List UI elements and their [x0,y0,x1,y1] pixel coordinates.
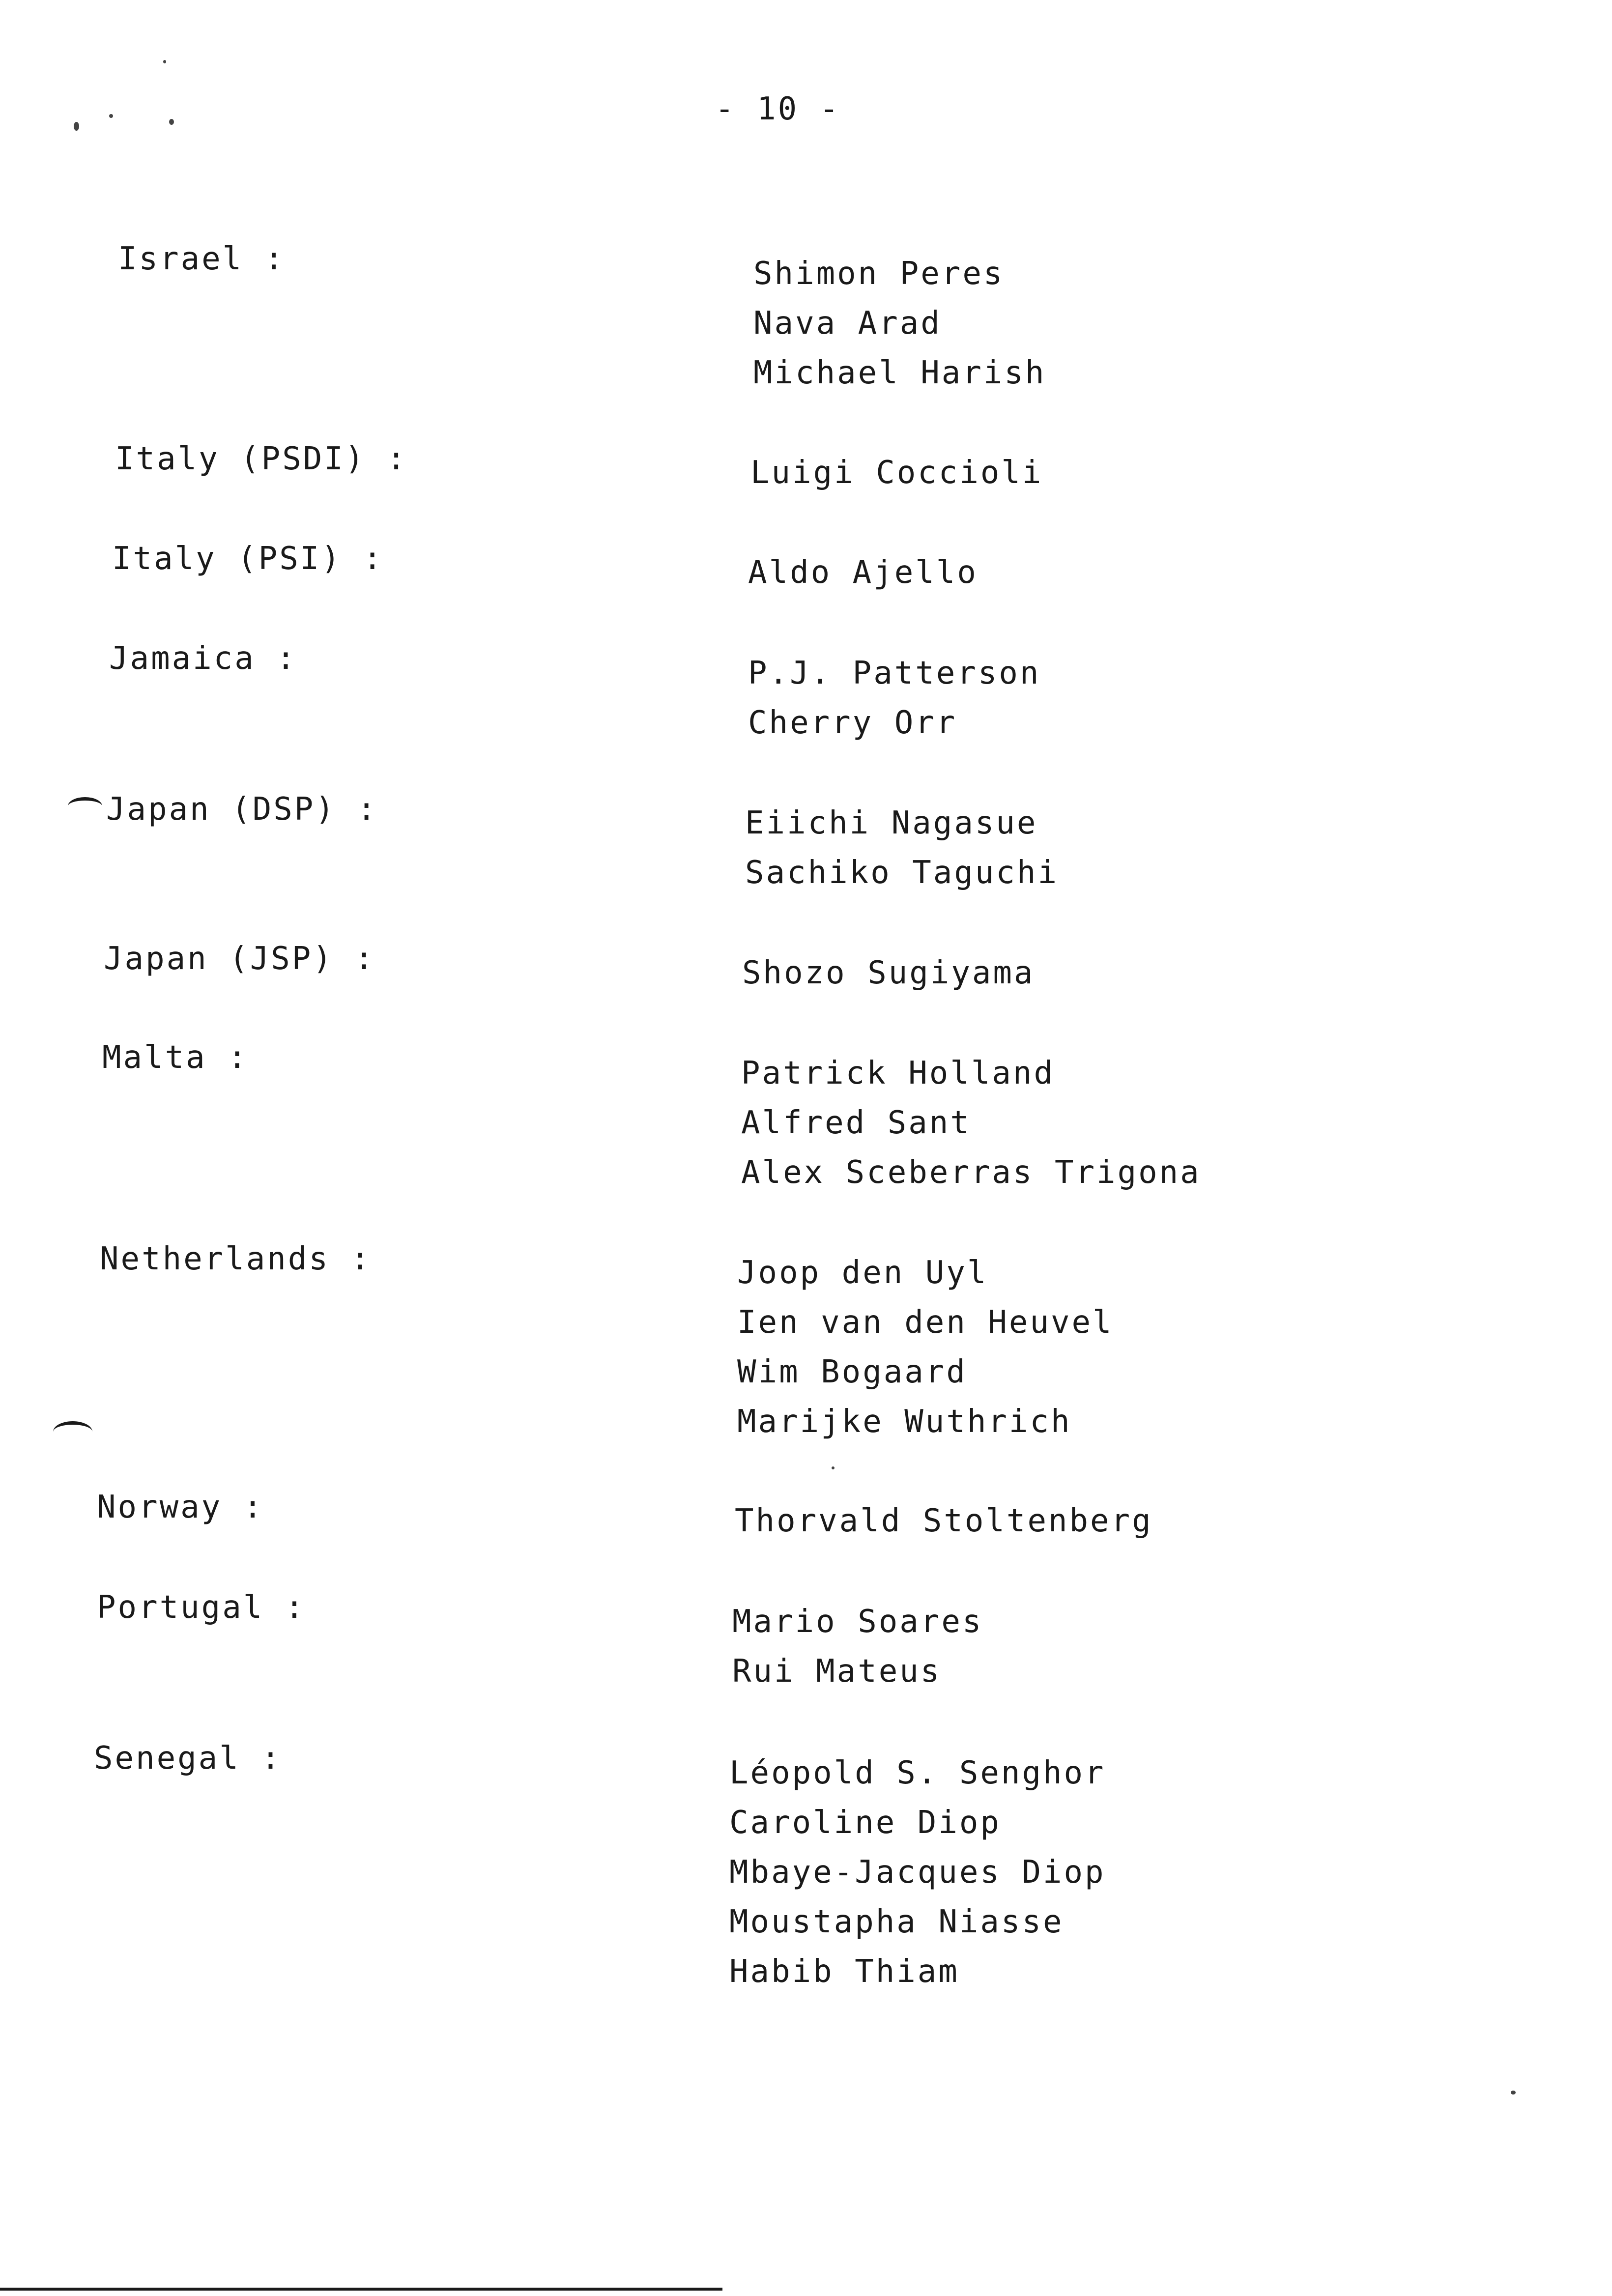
delegate-name: Nava Arad [753,305,942,342]
page-number: - 10 - [715,91,841,127]
country-label: Japan (DSP) : [106,791,378,828]
delegate-name: Mbaye-Jacques Diop [729,1854,1106,1891]
country-label: Italy (PSI) : [112,541,384,577]
country-label: Portugal : [97,1589,306,1626]
delegate-list [741,1049,1201,1198]
delegate-name: Thorvald Stoltenberg [735,1503,1153,1539]
delegate-name: Sachiko Taguchi [745,855,1059,891]
delegate-list [742,948,1035,998]
delegate-list [745,799,1059,898]
country-label: Malta : [102,1039,249,1076]
delegate-list [750,448,1043,498]
delegate-name: Rui Mateus [732,1653,942,1690]
delegate-name: Patrick Holland [741,1055,1055,1091]
margin-mark [68,797,102,815]
delegate-name: Shozo Sugiyama [742,955,1035,991]
delegate-name: Alex Sceberras Trigona [741,1154,1201,1191]
delegate-list [729,1749,1106,1997]
bottom-rule [0,2288,722,2291]
delegate-name: Léopold S. Senghor [729,1755,1106,1791]
country-label: Senegal : [94,1740,282,1777]
delegate-list [753,249,1046,398]
delegate-name: P.J. Patterson [748,655,1041,691]
scan-speck [169,119,174,125]
delegate-list [737,1248,1114,1447]
delegate-name: Caroline Diop [729,1805,1001,1841]
scan-speck [109,114,113,118]
delegate-name: Shimon Peres [753,256,1005,292]
country-label: Netherlands : [100,1241,372,1277]
scan-speck [74,122,79,131]
delegate-name: Eiichi Nagasue [745,805,1038,841]
delegate-name: Wim Bogaard [737,1354,967,1390]
delegate-name: Habib Thiam [729,1953,959,1990]
delegate-name: Marijke Wuthrich [737,1404,1072,1440]
delegate-name: Joop den Uyl [737,1255,988,1291]
scan-speck [1511,2091,1516,2095]
scan-speck [163,60,166,63]
delegate-name: Mario Soares [732,1604,983,1640]
delegate-list [735,1496,1153,1546]
delegate-list [732,1597,983,1696]
delegate-list [748,649,1040,748]
delegate-name: Moustapha Niasse [729,1904,1064,1940]
delegate-name: Aldo Ajello [748,554,978,591]
margin-mark [53,1421,92,1442]
delegate-name: Cherry Orr [748,705,957,741]
country-label: Japan (JSP) : [104,941,375,977]
delegate-name: Alfred Sant [741,1105,971,1141]
scan-speck [832,1466,835,1469]
country-label: Norway : [97,1489,264,1525]
delegate-name: Ien van den Heuvel [737,1304,1114,1341]
country-label: Israel : [118,241,286,277]
delegate-name: Michael Harish [753,355,1046,391]
delegate-list [748,548,978,598]
country-label: Italy (PSDI) : [115,441,408,477]
delegate-name: Luigi Coccioli [750,455,1043,491]
country-label: Jamaica : [109,640,297,677]
